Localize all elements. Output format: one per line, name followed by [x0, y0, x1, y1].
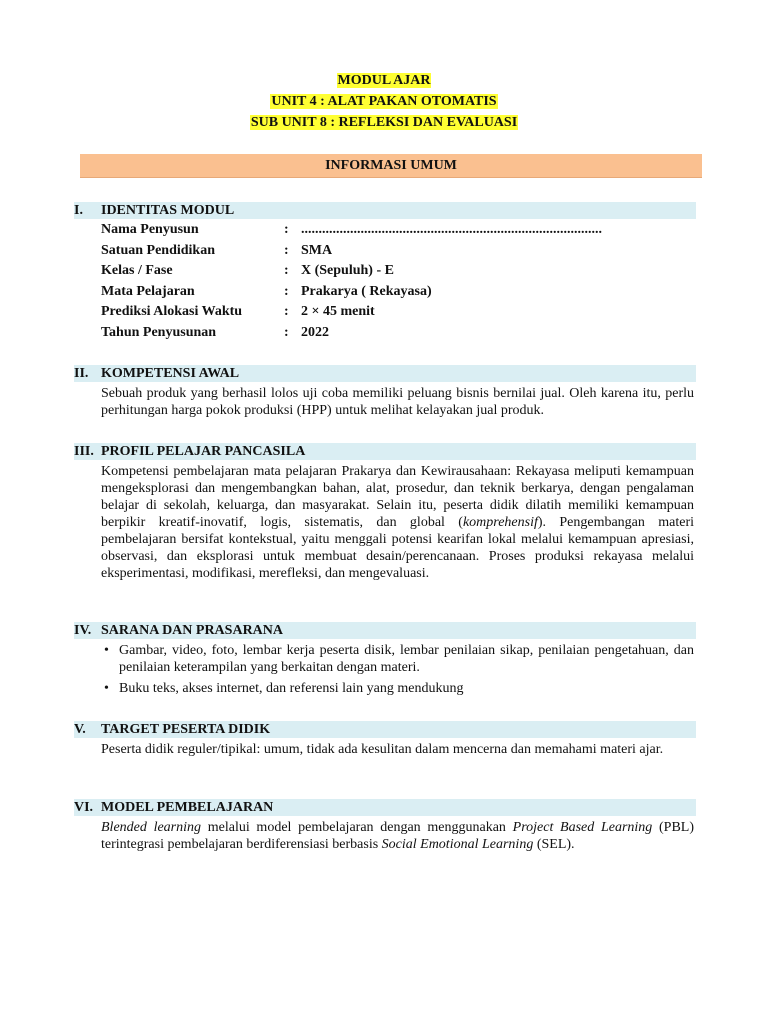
informasi-umum-bar: INFORMASI UMUM: [80, 154, 702, 178]
section-heading: [74, 365, 696, 382]
list-item: • Gambar, video, foto, lembar kerja peserta disik, lembar penilaian sikap, penilaian pengetahuan, dan penilaian keterampilan yang berkaitan dengan materi.: [104, 643, 694, 675]
section-heading: [74, 622, 696, 639]
title-unit: UNIT 4 : ALAT PAKAN OTOMATIS: [271, 94, 497, 109]
bullet-list: [101, 642, 694, 697]
section-title: KOMPETENSI AWAL: [101, 365, 240, 381]
section-profil-pelajar-pancasila: [74, 443, 696, 582]
section-title: IDENTITAS MODUL: [101, 202, 235, 218]
section-heading: [74, 202, 696, 219]
identity-row-satuan-pendidikan: Satuan Pendidikan : SMA: [101, 242, 333, 258]
section-number: V.: [74, 721, 86, 737]
bullet-icon: •: [104, 643, 109, 658]
section-kompetensi-awal: [74, 365, 696, 419]
section-heading: [74, 443, 696, 460]
section-heading: [74, 721, 696, 738]
identity-row-alokasi-waktu: Prediksi Alokasi Waktu : 2 × 45 menit: [101, 304, 375, 320]
section-number: IV.: [74, 622, 92, 638]
section-paragraph: Kompetensi pembelajaran mata pelajaran Prakarya dan Kewirausahaan: Rekayasa meliputi kemampuan mengeksplorasi dan mengembangkan bahan, alat, prosedur, dan teknik berkarya, dengan pengalaman belajar di sekolah, keluarga, dan masyarakat. Selain itu, peserta didik dilatih memiliki kemampuan berpikir kreatif-inovatif, logis, sistematis, dan global (komprehensif). Pengembangan materi pembelajaran bersifat kontekstual, yaitu menggali potensi kearifan lokal melalui kemampuan apresiasi, observasi, dan eksplorasi untuk membuat desain/perencanaan. Proses produksi rekayasa melalui eksperimentasi, modifikasi, merefleksi, dan mengevaluasi.: [101, 464, 694, 581]
identity-table: [74, 220, 696, 344]
list-item: • Buku teks, akses internet, dan referensi lain yang mendukung: [104, 681, 464, 696]
section-paragraph: Sebuah produk yang berhasil lolos uji coba memiliki peluang bisnis bernilai jual. Oleh karena itu, perlu perhitungan harga pokok produksi (HPP) untuk melihat kelayakan jual produk.: [101, 386, 694, 418]
section-title: PROFIL PELAJAR PANCASILA: [101, 443, 306, 459]
section-target-peserta-didik: [74, 721, 696, 758]
section-sarana-prasarana: [74, 622, 696, 701]
section-paragraph: Blended learning melalui model pembelajaran dengan menggunakan Project Based Learning (PBL) terintegrasi pembelajaran berdiferensiasi berbasis Social Emotional Learning (SEL).: [101, 820, 695, 852]
title-modul-ajar: MODUL AJAR: [337, 73, 431, 88]
section-paragraph: Peserta didik reguler/tipikal: umum, tidak ada kesulitan dalam mencerna dan memahami materi ajar.: [101, 742, 664, 757]
section-number: I.: [74, 202, 83, 218]
section-number: II.: [74, 365, 89, 381]
section-model-pembelajaran: [74, 799, 696, 853]
section-title: MODEL PEMBELAJARAN: [101, 799, 274, 815]
document-title: [0, 70, 768, 133]
title-sub-unit: SUB UNIT 8 : REFLEKSI DAN EVALUASI: [250, 115, 518, 130]
section-title: SARANA DAN PRASARANA: [101, 622, 284, 638]
bullet-icon: •: [104, 681, 109, 696]
identity-row-tahun-penyusunan: Tahun Penyusunan : 2022: [101, 324, 329, 340]
identity-row-mata-pelajaran: Mata Pelajaran : Prakarya ( Rekayasa): [101, 283, 432, 299]
section-title: TARGET PESERTA DIDIK: [101, 721, 271, 737]
identity-row-kelas-fase: Kelas / Fase : X (Sepuluh) - E: [101, 263, 394, 279]
section-identitas-modul: [74, 202, 696, 344]
section-heading: [74, 799, 696, 816]
identity-row-nama-penyusun: Nama Penyusun : ......................................................................................: [101, 222, 602, 237]
section-number: VI.: [74, 799, 94, 815]
section-number: III.: [74, 443, 94, 459]
